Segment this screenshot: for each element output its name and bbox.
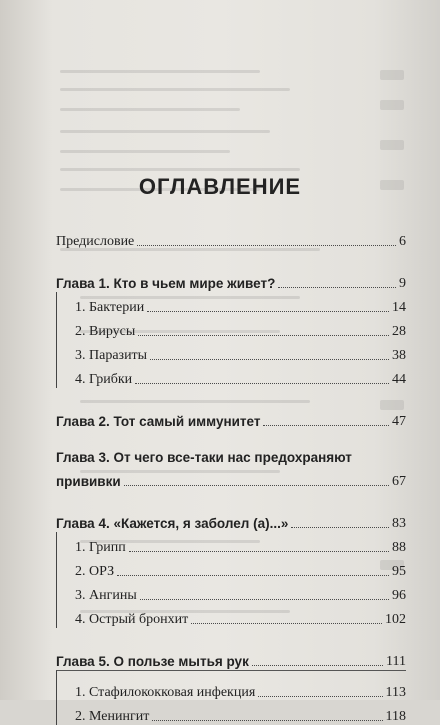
toc-chapter-title: Глава 5. О пользе мытья рук	[56, 654, 249, 669]
section-gap	[56, 628, 406, 646]
toc-chapter-title-continuation	[56, 468, 406, 490]
dot-leader	[124, 485, 389, 486]
toc-page-number: 67	[392, 474, 406, 489]
toc-page-number: 96	[392, 588, 406, 603]
toc-page-number: 102	[385, 612, 406, 627]
toc-section-4-3[interactable]	[56, 580, 406, 604]
dot-leader	[252, 665, 383, 666]
toc-section-1-2[interactable]	[56, 316, 406, 340]
dot-leader	[140, 599, 389, 600]
dot-leader	[135, 383, 389, 384]
toc-entry-title: Предисловие	[56, 234, 135, 249]
toc-chapter-title: Глава 3. От чего все-таки нас предохраняют	[56, 450, 352, 465]
toc-chapter-title: Глава 2. Тот самый иммунитет	[56, 414, 261, 429]
dot-leader	[291, 527, 389, 528]
toc-section-1-1[interactable]	[56, 292, 406, 316]
toc-page-number: 88	[392, 540, 406, 555]
table-of-contents	[56, 226, 406, 725]
toc-section-title: 2. Менингит	[75, 709, 150, 724]
toc-page-number: 95	[392, 564, 406, 579]
toc-section-4-1[interactable]	[56, 532, 406, 556]
toc-chapter-title: прививки	[56, 474, 121, 489]
dot-leader	[263, 425, 389, 426]
dot-leader	[138, 335, 389, 336]
toc-section-1-3[interactable]	[56, 340, 406, 364]
page-title: ОГЛАВЛЕНИЕ	[138, 174, 302, 199]
dot-leader	[278, 287, 396, 288]
toc-page-number: 28	[392, 324, 406, 339]
toc-section-title: 1. Бактерии	[75, 300, 145, 315]
dot-leader	[129, 551, 389, 552]
toc-chapter-4[interactable]	[56, 508, 406, 532]
toc-section-4-2[interactable]	[56, 556, 406, 580]
toc-section-title: 1. Стафилококковая инфекция	[75, 685, 256, 700]
toc-section-1-4[interactable]	[56, 364, 406, 388]
dot-leader	[152, 720, 382, 721]
dot-leader	[147, 311, 389, 312]
dot-leader	[137, 245, 396, 246]
section-gap	[56, 250, 406, 268]
toc-chapter-3[interactable]	[56, 448, 406, 490]
section-gap	[56, 388, 406, 406]
toc-chapter-5[interactable]	[56, 646, 406, 670]
dot-leader	[150, 359, 389, 360]
section-gap	[56, 430, 406, 448]
toc-page-number: 44	[392, 372, 406, 387]
toc-page-number: 111	[386, 654, 406, 669]
toc-section-title: 2. Вирусы	[75, 324, 136, 339]
toc-section-title: 1. Грипп	[75, 540, 126, 555]
dot-leader	[117, 575, 389, 576]
toc-chapter-title: Глава 1. Кто в чьем мире живет?	[56, 276, 276, 291]
toc-page-number: 118	[385, 709, 406, 724]
toc-section-title: 3. Паразиты	[75, 348, 148, 363]
section-gap	[56, 490, 406, 508]
toc-page-number: 38	[392, 348, 406, 363]
toc-chapter-1[interactable]	[56, 268, 406, 292]
toc-page-number: 113	[385, 685, 406, 700]
toc-section-4-4[interactable]	[56, 604, 406, 628]
toc-section-title: 4. Грибки	[75, 372, 133, 387]
dot-leader	[258, 696, 382, 697]
toc-page-number: 47	[392, 414, 406, 429]
toc-section-5-2[interactable]	[56, 701, 406, 725]
toc-section-title: 3. Ангины	[75, 588, 137, 603]
toc-section-5-1[interactable]	[56, 670, 406, 701]
dot-leader	[191, 623, 382, 624]
toc-page-number: 83	[392, 516, 406, 531]
toc-entry-preface[interactable]	[56, 226, 406, 250]
toc-chapter-2[interactable]	[56, 406, 406, 430]
toc-chapter-title: Глава 4. «Кажется, я заболел (а)...»	[56, 516, 289, 531]
toc-section-title: 2. ОРЗ	[75, 564, 115, 579]
toc-page-number: 14	[392, 300, 406, 315]
toc-section-title: 4. Острый бронхит	[75, 612, 189, 627]
toc-page-number: 9	[399, 276, 406, 291]
toc-page-number: 6	[399, 234, 406, 249]
